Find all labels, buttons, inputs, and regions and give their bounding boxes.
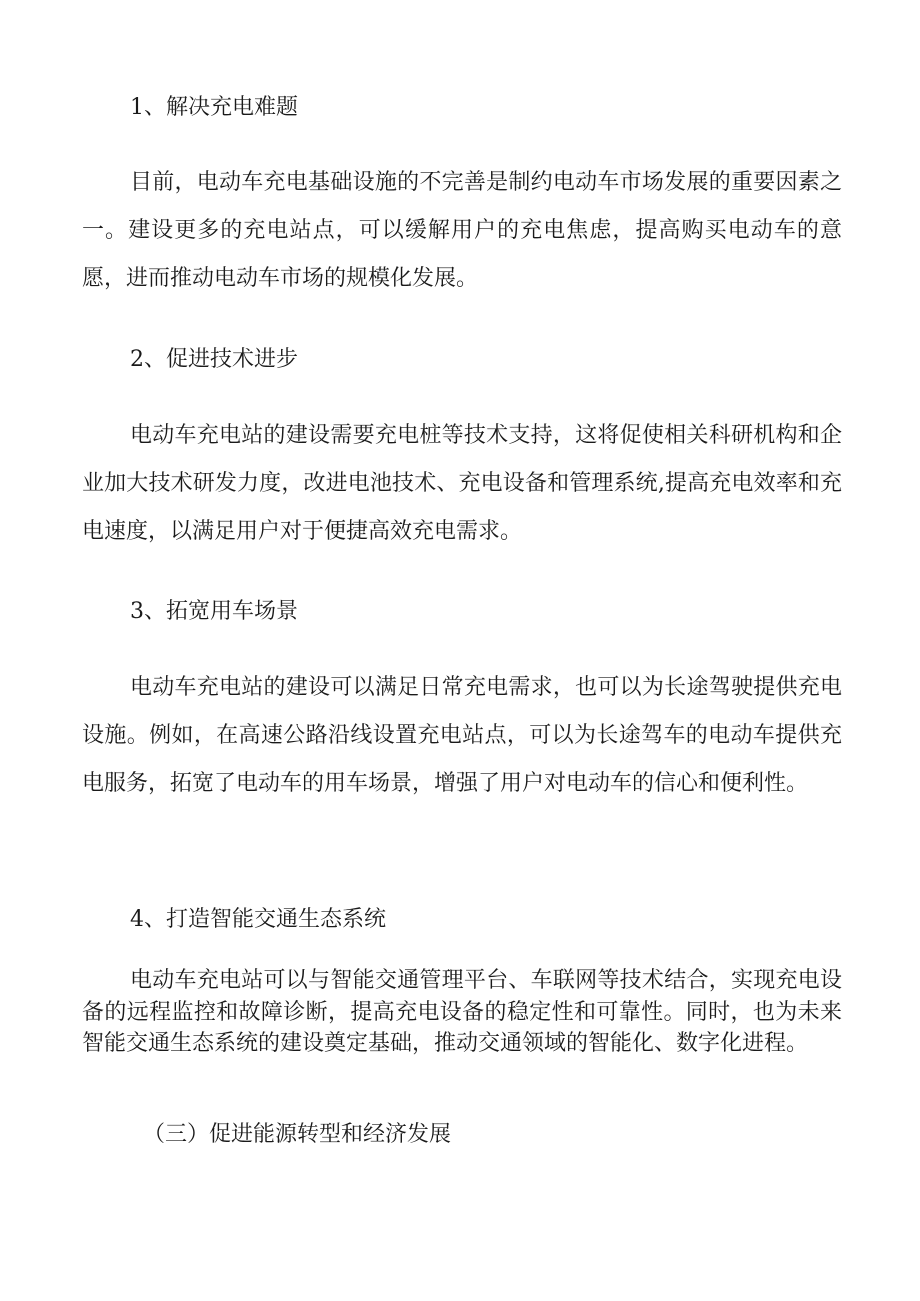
section-body-2: 电动车充电站的建设需要充电桩等技术支持，这将促使相关科研机构和企业加大技术研发力度，改进电池技术、充电设备和管理系统,提高充电效率和充电速度，以满足用户对于便捷高效充电需求。 xyxy=(82,423,842,544)
section-body-3: 电动车充电站的建设可以满足日常充电需求，也可以为长途驾驶提供充电设施。例如，在高速公路沿线设置充电站点，可以为长途驾车的电动车提供充电服务，拓宽了电动车的用车场景，增强了用户对电动车的信心和便利性。 xyxy=(82,675,842,796)
next-section-heading: （三）促进能源转型和经济发展 xyxy=(143,1122,452,1147)
section-body-4: 电动车充电站可以与智能交通管理平台、车联网等技术结合，实现充电设备的远程监控和故障诊断，提高充电设备的稳定性和可靠性。同时，也为未来智能交通生态系统的建设奠定基础，推动交通领域的智能化、数字化进程。 xyxy=(82,968,842,1056)
section-heading-3: 3、拓宽用车场景 xyxy=(130,599,298,624)
section-heading-1: 1、解决充电难题 xyxy=(130,95,298,120)
section-heading-2: 2、促进技术进步 xyxy=(130,347,298,372)
section-heading-4: 4、打造智能交通生态系统 xyxy=(130,907,386,932)
section-body-1: 目前，电动车充电基础设施的不完善是制约电动车市场发展的重要因素之一。建设更多的充电站点，可以缓解用户的充电焦虑，提高购买电动车的意愿，进而推动电动车市场的规模化发展。 xyxy=(82,170,842,291)
